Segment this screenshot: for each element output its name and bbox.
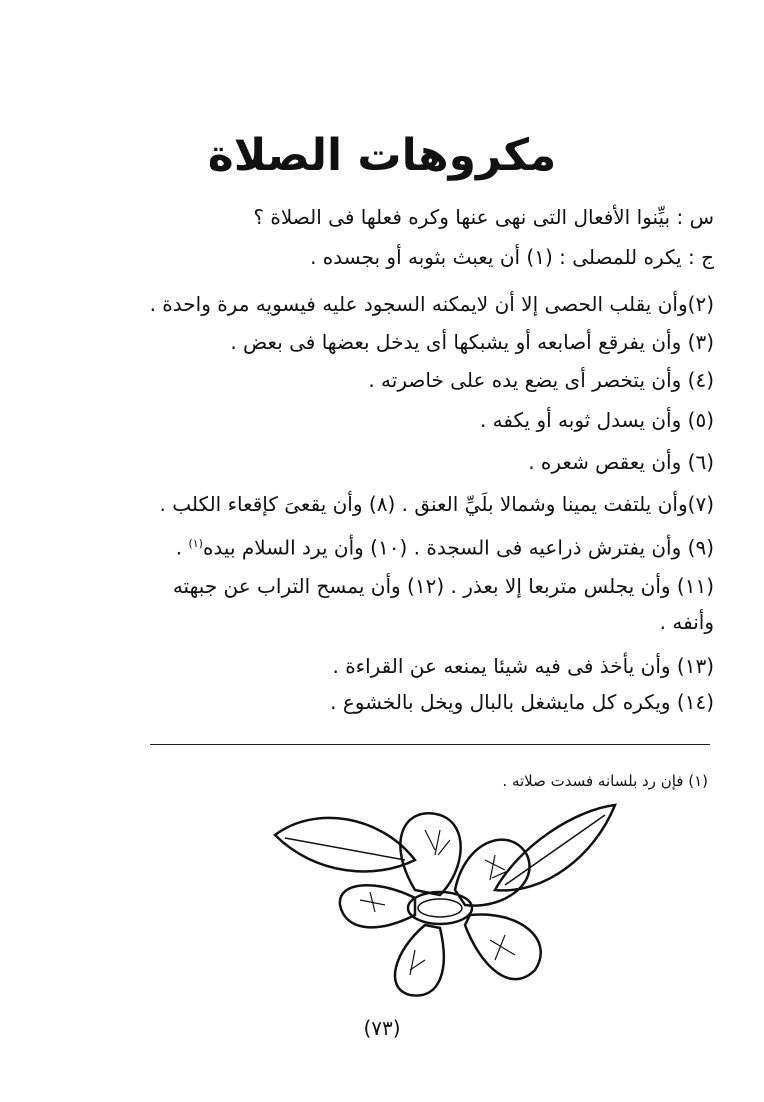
- footnote-divider: [150, 744, 710, 745]
- list-item: (٥) وأن يسدل ثوبه أو يكفه .: [479, 408, 714, 432]
- list-item: (١٣) وأن يأخذ فى فيه شيئا يمنعه عن القراءة .: [332, 654, 714, 678]
- list-item: (٧)وأن يلتفت يمينا وشمالا بلَيِّ العنق . (٨) وأن يقعىَ كإقعاء الكلب .: [159, 492, 714, 516]
- list-item: (٢)وأن يقلب الحصى إلا أن لايمكنه السجود عليه فيسويه مرة واحدة .: [149, 292, 714, 316]
- list-item: (١١) وأن يجلس متربعا إلا بعذر . (١٢) وأن يمسح التراب عن جبهته: [172, 574, 714, 598]
- list-item-text: (٩) وأن يفترش ذراعيه فى السجدة . (١٠) وأن يرد السلام بيده: [202, 535, 714, 560]
- flower-ornament-icon: [265, 800, 625, 1000]
- question-line: س : بيِّنوا الأفعال التى نهى عنها وكره فعلها فى الصلاة ؟: [253, 205, 714, 229]
- list-item: (٦) وأن يعقص شعره .: [528, 450, 714, 474]
- page-number: (٧٣): [363, 1016, 401, 1040]
- list-item: (٣) وأن يفرقع أصابعه أو يشبكها أى يدخل بعضها فى بعض .: [230, 330, 714, 354]
- footnote-text: (١) فإن رد بلسانه فسدت صلاته .: [502, 772, 708, 790]
- list-item: (١٤) ويكره كل مايشغل بالبال ويخل بالخشوع .: [330, 690, 714, 714]
- list-item-with-footnote: (٩) وأن يفترش ذراعيه فى السجدة . (١٠) وأن يرد السلام بيده$^{(١)}$ .: [175, 535, 714, 560]
- page-title: مكروهات الصلاة: [207, 130, 557, 181]
- answer-line: ج : يكره للمصلى : (١) أن يعبث بثوبه أو بجسده .: [310, 245, 714, 269]
- list-item: (٤) وأن يتخصر أى يضع يده على خاصرته .: [368, 368, 714, 392]
- list-item-continuation: وأنفه .: [659, 610, 714, 634]
- footnote-marker: (١): [188, 537, 203, 550]
